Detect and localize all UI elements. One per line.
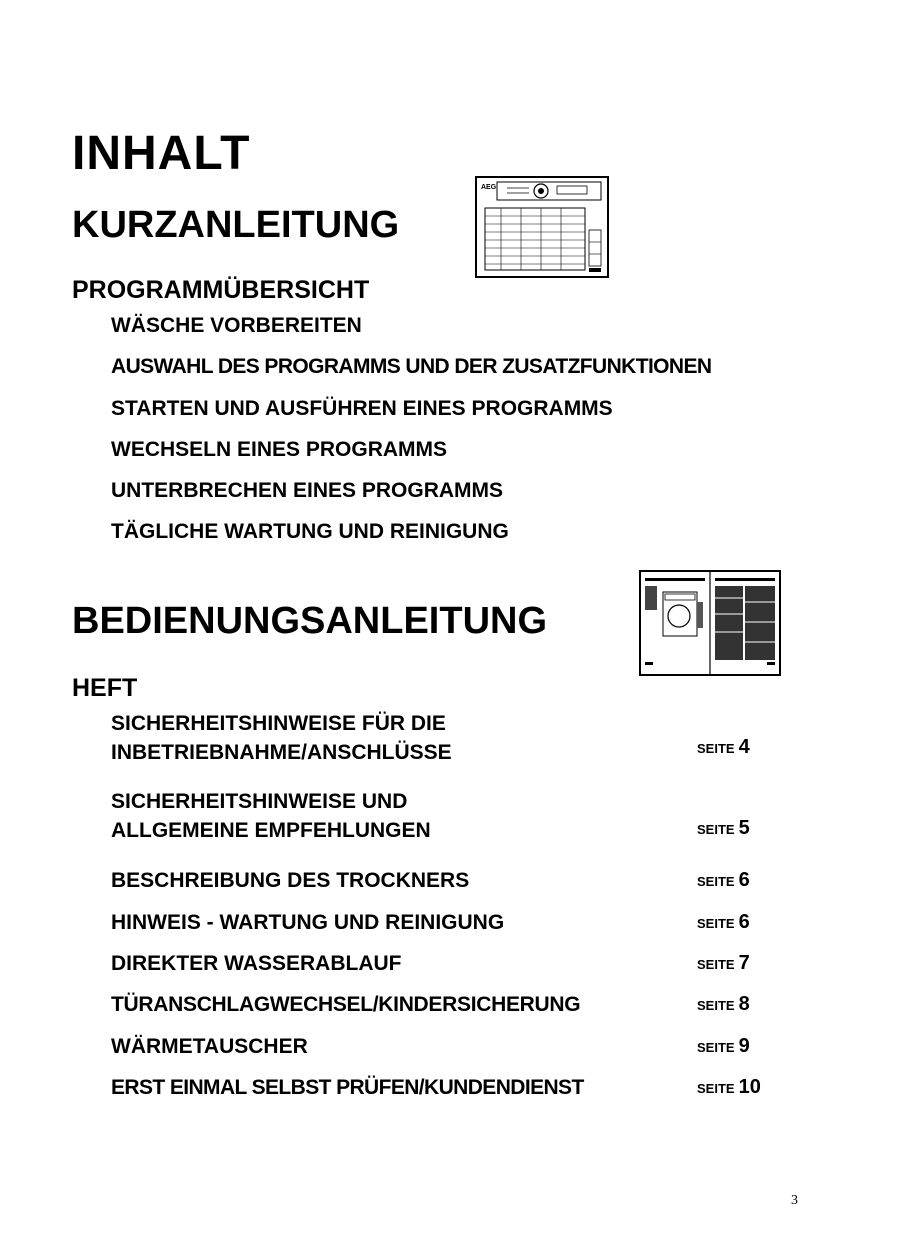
toc-item: WÄSCHE VORBEREITEN xyxy=(111,314,362,337)
toc-page-ref xyxy=(697,817,750,840)
page-number: 3 xyxy=(791,1193,798,1208)
section-heading-kurzanleitung: KURZANLEITUNG xyxy=(72,204,400,246)
toc-entry xyxy=(111,709,452,767)
toc-item: TÄGLICHE WARTUNG UND REINIGUNG xyxy=(111,520,509,543)
toc-entry: WÄRMETAUSCHER xyxy=(111,1035,308,1058)
seite-label: SEITE xyxy=(697,1040,735,1055)
thumbnail-brand-logo: AEG xyxy=(481,184,497,191)
toc-item: AUSWAHL DES PROGRAMMS UND DER ZUSATZFUNKTIONEN xyxy=(111,355,712,378)
toc-entry: HINWEIS - WARTUNG UND REINIGUNG xyxy=(111,911,505,934)
page-title: INHALT xyxy=(72,127,251,180)
quick-guide-thumbnail xyxy=(475,176,609,278)
page-number-ref: 4 xyxy=(738,736,750,758)
page-number-ref: 6 xyxy=(738,869,750,891)
toc-page-ref xyxy=(697,1035,750,1058)
page-number-ref: 9 xyxy=(738,1035,750,1057)
toc-page-ref xyxy=(697,736,750,759)
quick-guide-thumbnail-drawing xyxy=(477,178,607,276)
toc-entry xyxy=(111,787,431,845)
toc-item: WECHSELN EINES PROGRAMMS xyxy=(111,438,448,461)
page-number-ref: 10 xyxy=(738,1076,761,1098)
toc-entry: TÜRANSCHLAGWECHSEL/KINDERSICHERUNG xyxy=(111,993,581,1016)
toc-page-ref xyxy=(697,1076,761,1099)
subheading-programmuebersicht: PROGRAMMÜBERSICHT xyxy=(72,276,370,304)
toc-entry-line: INBETRIEBNAHME/ANSCHLÜSSE xyxy=(111,741,452,764)
booklet-thumbnail-drawing xyxy=(641,572,779,674)
toc-entry-line: ALLGEMEINE EMPFEHLUNGEN xyxy=(111,819,431,842)
page-number-ref: 6 xyxy=(738,911,750,933)
toc-page-ref xyxy=(697,911,750,934)
section-heading-bedienungsanleitung: BEDIENUNGSANLEITUNG xyxy=(72,600,548,642)
subheading-heft: HEFT xyxy=(72,674,138,702)
toc-entry-line: SICHERHEITSHINWEISE FÜR DIE xyxy=(111,712,446,735)
booklet-thumbnail xyxy=(639,570,781,676)
toc-page-ref xyxy=(697,952,750,975)
page-number-ref: 8 xyxy=(738,993,750,1015)
toc-entry: BESCHREIBUNG DES TROCKNERS xyxy=(111,869,470,892)
toc-page-ref xyxy=(697,869,750,892)
seite-label: SEITE xyxy=(697,741,735,756)
toc-page-ref xyxy=(697,993,750,1016)
page-number-ref: 5 xyxy=(738,817,750,839)
toc-item: UNTERBRECHEN EINES PROGRAMMS xyxy=(111,479,504,502)
seite-label: SEITE xyxy=(697,1081,735,1096)
toc-entry: ERST EINMAL SELBST PRÜFEN/KUNDENDIENST xyxy=(111,1076,584,1099)
toc-item: STARTEN UND AUSFÜHREN EINES PROGRAMMS xyxy=(111,397,613,420)
seite-label: SEITE xyxy=(697,998,735,1013)
toc-entry: DIREKTER WASSERABLAUF xyxy=(111,952,402,975)
page-number-ref: 7 xyxy=(738,952,750,974)
seite-label: SEITE xyxy=(697,916,735,931)
seite-label: SEITE xyxy=(697,957,735,972)
seite-label: SEITE xyxy=(697,822,735,837)
seite-label: SEITE xyxy=(697,874,735,889)
toc-entry-line: SICHERHEITSHINWEISE UND xyxy=(111,790,408,813)
